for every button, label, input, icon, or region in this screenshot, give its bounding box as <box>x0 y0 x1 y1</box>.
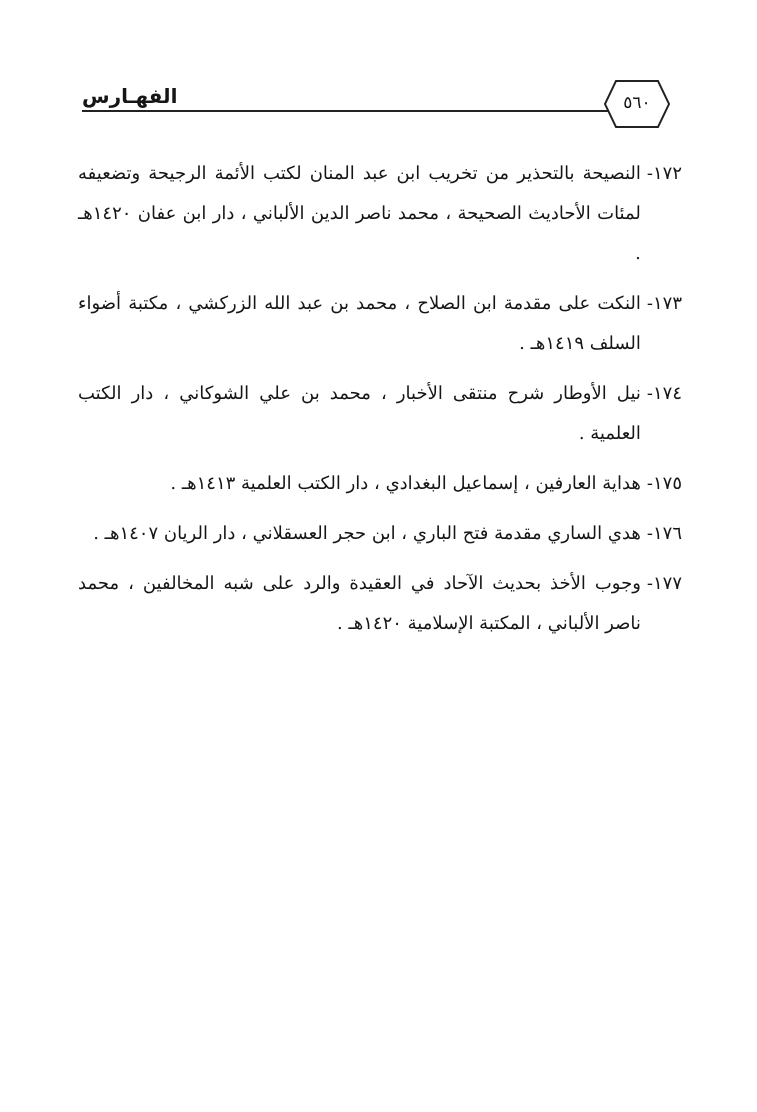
entry-text: وجوب الأخذ بحديث الآحاد في العقيدة والرد على شبه المخالفين ، محمد ناصر الألباني ، المكتبة الإسلامية ١٤٢٠هـ . <box>78 573 641 634</box>
section-title: الفهـارس <box>82 84 178 108</box>
bibliography-list <box>78 154 682 654</box>
entry-text: هداية العارفين ، إسماعيل البغدادي ، دار الكتب العلمية ١٤١٣هـ . <box>170 473 641 494</box>
entry-text: النكت على مقدمة ابن الصلاح ، محمد بن عبد الله الزركشي ، مكتبة أضواء السلف ١٤١٩هـ . <box>78 293 641 354</box>
page-header <box>82 76 674 140</box>
entry-text: هدي الساري مقدمة فتح الباري ، ابن حجر العسقلاني ، دار الريان ١٤٠٧هـ . <box>93 523 641 544</box>
page-number-badge <box>602 78 672 130</box>
header-rule <box>82 110 608 112</box>
list-item <box>78 154 682 274</box>
entry-text: النصيحة بالتحذير من تخريب ابن عبد المنان لكتب الأئمة الرجيحة وتضعيفه لمئات الأحاديث الصحيحة ، محمد ناصر الدين الألباني ، دار ابن عفان ١٤٢٠هـ . <box>78 163 641 264</box>
page-number: ٥٦٠ <box>623 93 651 113</box>
list-item <box>78 284 682 364</box>
entry-number: ١٧٤- <box>646 383 682 404</box>
list-item <box>78 374 682 454</box>
list-item <box>78 514 682 554</box>
entry-number: ١٧٦- <box>646 523 682 544</box>
entry-number: ١٧٢- <box>646 163 682 184</box>
entry-number: ١٧٧- <box>646 573 682 594</box>
list-item <box>78 564 682 644</box>
list-item <box>78 464 682 504</box>
entry-text: نيل الأوطار شرح منتقى الأخبار ، محمد بن علي الشوكاني ، دار الكتب العلمية . <box>78 383 641 444</box>
entry-number: ١٧٥- <box>646 473 682 494</box>
entry-number: ١٧٣- <box>646 293 682 314</box>
